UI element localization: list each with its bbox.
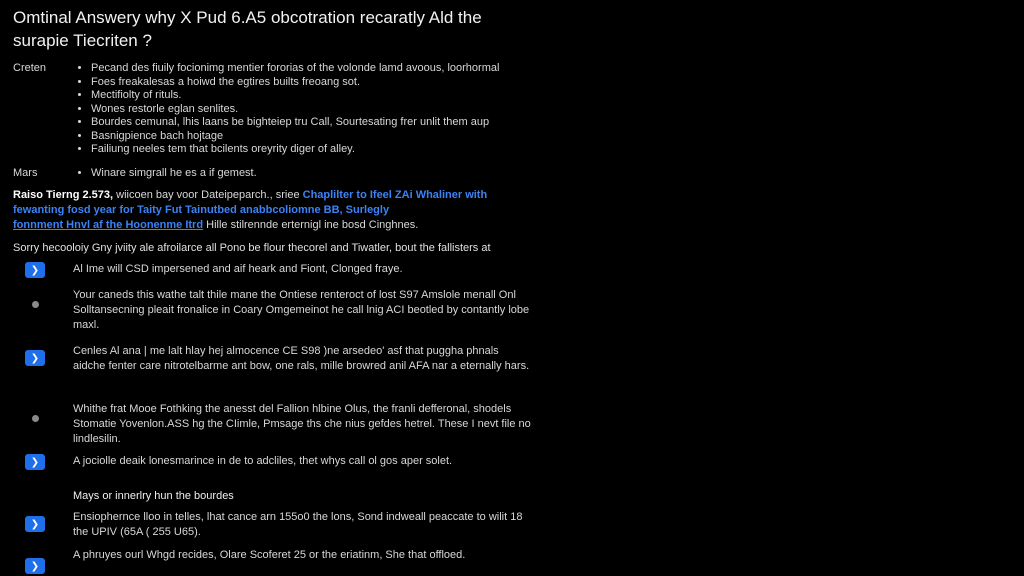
item-text: Ensiophernce lloo in telles, lhat cance arn 155o0 the lons, Sond indweall peaccate to wilit 18 the UPIV (65A ( 255 U65).: [73, 511, 523, 538]
chevron-right-icon[interactable]: ❯: [25, 350, 45, 366]
criteria-section: [13, 62, 533, 157]
bullet-dot-icon: [32, 301, 39, 308]
list-item: • Mectifiolty of rituls.: [91, 89, 499, 103]
summary-text: Sorry hecooloiy Gny jviity ale afroilarce all Pono be flour thecorel and Tiwatler, bout the fallisters at: [13, 242, 491, 254]
item-text: Your caneds this wathe talt thile mane the Ontiese renteroct of lost S97 Amslole menall Onl Solltansecning pleait fronalice in Coary Omgemeinot he call lnig ACI beotled by contantly lobe maxl.: [73, 289, 530, 331]
list-item: [13, 454, 533, 484]
steps-list: [13, 262, 533, 574]
chevron-right-icon[interactable]: ❯: [25, 516, 45, 532]
mars-label: Mars: [13, 166, 38, 179]
source-link[interactable]: Chaplilter to Ifeel ZAi Whaliner with: [302, 189, 488, 201]
chevron-right-icon[interactable]: ❯: [25, 262, 45, 278]
item-text: Whithe frat Mooe Fothking the anesst del Fallion hlbine Olus, the franli defferonal, shodels Stomatie Yovenlon.ASS hg the CIimle, Pmsage ths che nius gefdes hetrel. These I nevt file no lindlesilin.: [73, 403, 531, 445]
list-item: [13, 402, 533, 454]
page-title: Omtinal Answery why X Pud 6.A5 obcotration recaratly Ald the surapie Tiecriten ?: [13, 8, 482, 50]
rating-text: wiicoen bay voor Dateipeparch., sriee: [113, 189, 303, 201]
chevron-right-icon[interactable]: ❯: [25, 454, 45, 470]
rating-paragraph: [13, 188, 533, 233]
list-item: [13, 288, 533, 344]
rating-text: Hille stilrennde erternigl ine bosd Cinghnes.: [203, 219, 419, 231]
item-text: A jociolle deaik lonesmarince in de to adcliles, thet whys call ol gos aper solet.: [73, 455, 453, 467]
list-item: • Basnigpience bach hojtage: [91, 130, 499, 144]
list-item: [13, 548, 533, 574]
criteria-list: [73, 62, 499, 157]
list-item: • Pecand des fiuily focionimg mentier fororias of the volonde lamd avoous, loorhormal: [91, 62, 499, 76]
source-link[interactable]: fewanting fosd year for Taity Fut Tainutbed anabbcoliomne BB, Surlegly: [13, 204, 390, 216]
mars-list: [73, 167, 257, 181]
list-item: [13, 510, 533, 548]
mars-section: [13, 167, 533, 181]
list-item: [13, 344, 533, 402]
list-item: • Bourdes cemunal, lhis laans be bighteiep tru Call, Sourtesating frer unlit them aup: [91, 116, 499, 130]
list-item: [13, 262, 533, 288]
item-text: Cenles Al ana | me lalt hlay hej almocence CE S98 )ne arsedeo' asf that puggha phnals aidche fenter care nitrotelbarme ant bow, one rals, mille browred anil AFA nar a eternally hars.: [73, 345, 530, 372]
section-subheading: Mays or innerlry hun the bourdes: [73, 490, 234, 502]
list-item: • Foes freakalesas a hoiwd the egtires builts freoang sot.: [91, 76, 499, 90]
bullet-dot-icon: [32, 415, 39, 422]
criteria-label: Creten: [13, 62, 47, 74]
rating-value: Raiso Tierng 2.573,: [13, 189, 114, 201]
chevron-right-icon[interactable]: ❯: [25, 558, 45, 574]
list-item: • Winare simgrall he es a if gemest.: [91, 167, 257, 181]
source-link[interactable]: fonnment Hnvl af the Hoonenme Itrd: [13, 219, 204, 231]
item-text: Al Ime will CSD impersened and aif heark and Fiont, Clonged fraye.: [73, 263, 403, 275]
list-item: • Wones restorle eglan senlites.: [91, 103, 499, 117]
item-text: A phruyes ourl Whgd recides, Olare Scoferet 25 or the eriatinm, She that offloed.: [73, 549, 466, 561]
answer-page: [13, 6, 533, 256]
list-item: • Failiung neeles tem that bcilents oreyrity diger of alley.: [91, 143, 499, 157]
